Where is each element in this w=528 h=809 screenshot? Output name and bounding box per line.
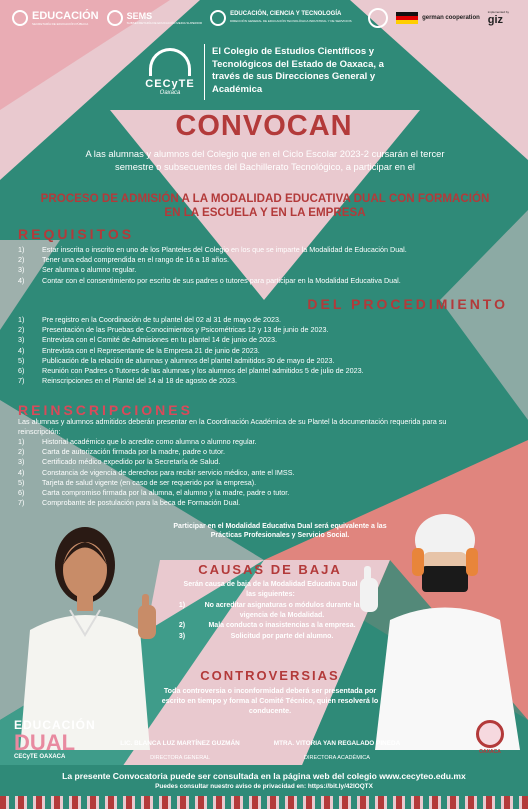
- causas-title: CAUSAS DE BAJA: [198, 562, 342, 577]
- educacion-dual-line2: DUAL: [14, 730, 76, 755]
- controversias-title: CONTROVERSIAS: [200, 668, 340, 683]
- list-item: [18, 255, 518, 265]
- cecyte-logo-name: CECyTE: [145, 78, 195, 90]
- proceso-title: PROCESO DE ADMISIÓN A LA MODALIDAD EDUCATIVA DUAL CON FORMACIÓN EN LA ESCUELA Y EN LA EMPRESA: [40, 192, 490, 219]
- item-number: 3): [178, 632, 186, 640]
- list-item: [18, 488, 408, 498]
- item-text: Reunión con Padres o Tutores de las alumnas y los alumnos del plantel admitidos 5 de julio de 2023.: [42, 366, 364, 376]
- list-item: [18, 457, 408, 467]
- item-text: Contar con el consentimiento por escrito de sus padres o tutores para participar en la Modalidad Educativa Dual.: [42, 275, 401, 285]
- educacion-logo-text: EDUCACIÓN: [32, 10, 99, 22]
- procedimiento-title: DEL PROCEDIMIENTO: [307, 296, 508, 312]
- item-number: 3): [18, 335, 25, 345]
- causas-intro: Serán causa de baja de la Modalidad Educativa Dual las siguientes:: [183, 581, 358, 598]
- item-number: 2): [18, 325, 25, 335]
- item-text: Mala conducta o inasistencias a la empresa.: [208, 622, 356, 629]
- educacion-dual-logo: [14, 718, 96, 760]
- item-number: 5): [18, 477, 25, 487]
- item-number: 3): [18, 457, 25, 467]
- item-text: Comprobante de postulación para la beca de Formación Dual.: [42, 498, 241, 508]
- item-text: Reinscripciones en el Plantel del 14 al 18 de agosto de 2023.: [42, 376, 237, 386]
- reinscripciones-intro: Las alumnas y alumnos admitidos deberán presentar en la Coordinación Académica de su Plantel la documentación requerida para su reinscripción:: [18, 417, 447, 436]
- educacion-logo: [12, 10, 99, 26]
- list-item: [18, 276, 518, 286]
- item-number: 1): [18, 315, 25, 324]
- item-number: 2): [18, 447, 25, 457]
- cecyte-arch-icon: [149, 48, 191, 76]
- list-item: [18, 356, 518, 366]
- item-text: Publicación de la relación de alumnas y alumnos del plantel admitidos 30 de mayo de 2023.: [42, 355, 335, 365]
- giz-small-text: implemented by: [487, 10, 509, 14]
- oaxaca-seal: [470, 720, 510, 760]
- giz-text: giz: [487, 14, 504, 26]
- item-number: 1): [178, 602, 186, 609]
- item-text: No acreditar asignaturas o módulos durante la vigencia de la Modalidad.: [204, 602, 360, 619]
- list-item: [18, 447, 408, 457]
- item-text: Estar inscrita o inscrito en uno de los Planteles del Colegio en los que se imparte la Modalidad de Educación Dual.: [42, 245, 407, 254]
- causas-list: [170, 601, 370, 642]
- signatory-name: MTRA. VITORIA YAN REGALADO PINEDA: [273, 740, 401, 747]
- item-number: 4): [18, 467, 25, 477]
- ecyt-logo-text: EDUCACIÓN, CIENCIA Y TECNOLOGÍA: [230, 11, 342, 17]
- list-item: [18, 325, 518, 335]
- educacion-dual-line1: EDUCACIÓN: [14, 718, 96, 732]
- footer-website-text: La presente Convocatoria puede ser consultada en la página web del colegio www.cecyteo.edu.mx: [62, 771, 466, 781]
- convocan-title: CONVOCAN: [175, 110, 353, 142]
- signature-block: [262, 740, 412, 761]
- item-text: Presentación de las Pruebas de Conocimientos y Psicométricas 12 y 13 de junio de 2023.: [42, 325, 329, 335]
- list-item: [18, 346, 518, 356]
- educacion-dual-line3: CECyTE OAXACA: [14, 754, 66, 760]
- signatory-role: DIRECTORA GENERAL: [150, 755, 210, 761]
- requisitos-list: [18, 245, 518, 286]
- header-logo-bar: [0, 0, 528, 36]
- sems-logo-subtext: SUBSECRETARÍA DE EDUCACIÓN MEDIA SUPERIOR: [126, 21, 203, 25]
- sep-emblem-icon: [12, 10, 28, 26]
- item-text: Tarjeta de salud vigente (en caso de ser requerido por la empresa).: [42, 477, 257, 487]
- list-item: [18, 478, 408, 488]
- student-girl-photo: [0, 510, 180, 750]
- item-text: Entrevista con el Comité de Admisiones en tu plantel 14 de junio de 2023.: [42, 335, 277, 345]
- item-text: Constancia de vigencia de derechos para recibir servicio médico, ante el IMSS.: [42, 467, 295, 477]
- ecyt-emblem-icon: [210, 10, 226, 26]
- german-flag-icon: [396, 12, 418, 24]
- list-item: [170, 601, 370, 620]
- sems-emblem-icon: [107, 10, 123, 26]
- item-number: 7): [18, 376, 25, 386]
- item-text: Carta compromiso firmada por la alumna, el alumno y la madre, padre o tutor.: [42, 488, 290, 498]
- educacion-logo-subtext: SECRETARÍA DE EDUCACIÓN PÚBLICA: [32, 22, 89, 26]
- list-item: [18, 265, 518, 275]
- dgeti-emblem-icon: [368, 8, 388, 28]
- item-number: 4): [18, 275, 25, 285]
- item-text: Entrevista con el Representante de la Empresa 21 de junio de 2023.: [42, 345, 260, 355]
- oaxaca-seal-icon: [476, 720, 504, 748]
- item-number: 1): [18, 245, 25, 254]
- item-number: 7): [18, 498, 25, 508]
- item-number: 6): [18, 488, 25, 498]
- sems-logo-text: SEMS: [126, 11, 153, 21]
- item-number: 3): [18, 265, 25, 275]
- ecyt-logo-subtext: DIRECCIÓN GENERAL DE EDUCACIÓN TECNOLÓGICA INDUSTRIAL Y DE SERVICIOS: [230, 19, 352, 23]
- dgeti-logo: [368, 8, 388, 28]
- signatory-name: LIC. BLANCA LUZ MARTÍNEZ GUZMÁN: [120, 740, 240, 747]
- oaxaca-seal-text: OAXACA: [479, 749, 501, 755]
- item-text: Carta de autorización firmada por la madre, padre o tutor.: [42, 447, 225, 457]
- item-number: 4): [18, 345, 25, 355]
- signature-block: [110, 740, 250, 761]
- list-item: [170, 632, 370, 642]
- controversias-text: Toda controversia o inconformidad deberá ser presentada por escrito en tiempo y forma al Comité Técnico, quien resolverá lo conducente.: [161, 686, 379, 715]
- item-text: Solicitud por parte del alumno.: [230, 632, 334, 640]
- ecyt-logo: [210, 10, 360, 26]
- giz-logo: [488, 10, 509, 26]
- signatory-role: DIRECTORA ACADÉMICA: [304, 755, 370, 761]
- list-item: [18, 245, 518, 255]
- item-text: Historial académico que lo acredite como alumna o alumno regular.: [42, 437, 257, 446]
- list-item: [18, 335, 518, 345]
- item-text: Tener una edad comprendida en el rango de 16 a 18 años.: [42, 255, 230, 265]
- item-number: 2): [178, 622, 186, 629]
- reinscripciones-list: [18, 437, 408, 508]
- intro-text: A las alumnas y alumnos del Colegio que en el Ciclo Escolar 2023-2 cursarán el tercer semestre o subsecuentes del Bachillerato Tecnológico, a participar en el: [85, 148, 445, 172]
- decorative-border: [0, 796, 528, 809]
- item-number: 2): [18, 255, 25, 265]
- german-cooperation-text: german cooperation: [422, 15, 480, 21]
- item-text: Ser alumna o alumno regular.: [42, 265, 137, 275]
- requisitos-title: REQUISITOS: [18, 226, 135, 242]
- item-text: Certificado médico expedido por la Secretaría de Salud.: [42, 457, 221, 467]
- list-item: [18, 366, 518, 376]
- reinscripciones-title: REINSCRIPCIONES: [18, 402, 193, 418]
- footer-privacy-text: Puedes consultar nuestro aviso de privacidad en: https://bit.ly/42IOQTX: [155, 783, 373, 790]
- sems-logo: [107, 10, 202, 26]
- list-item: [18, 315, 518, 325]
- list-item: [18, 468, 408, 478]
- list-item: [18, 437, 408, 447]
- dual-equivalence-note: Participar en el Modalidad Educativa Dual será equivalente a las Prácticas Profesionales y Servicio Social.: [173, 523, 387, 539]
- header-divider: [204, 44, 205, 100]
- procedimiento-list: [18, 315, 518, 386]
- german-cooperation-logo: [396, 12, 480, 24]
- list-item: [170, 621, 370, 631]
- cecyte-logo: [140, 48, 200, 100]
- org-description: El Colegio de Estudios Científicos y Tecnológicos del Estado de Oaxaca, a través de sus Direcciones General y Académica: [212, 46, 384, 95]
- item-number: 6): [18, 366, 25, 376]
- item-text: Pre registro en la Coordinación de tu plantel del 02 al 31 de mayo de 2023.: [42, 315, 281, 324]
- item-number: 1): [18, 437, 25, 446]
- list-item: [18, 376, 518, 386]
- item-number: 5): [18, 355, 25, 365]
- cecyte-logo-sub: Oaxaca: [159, 90, 181, 96]
